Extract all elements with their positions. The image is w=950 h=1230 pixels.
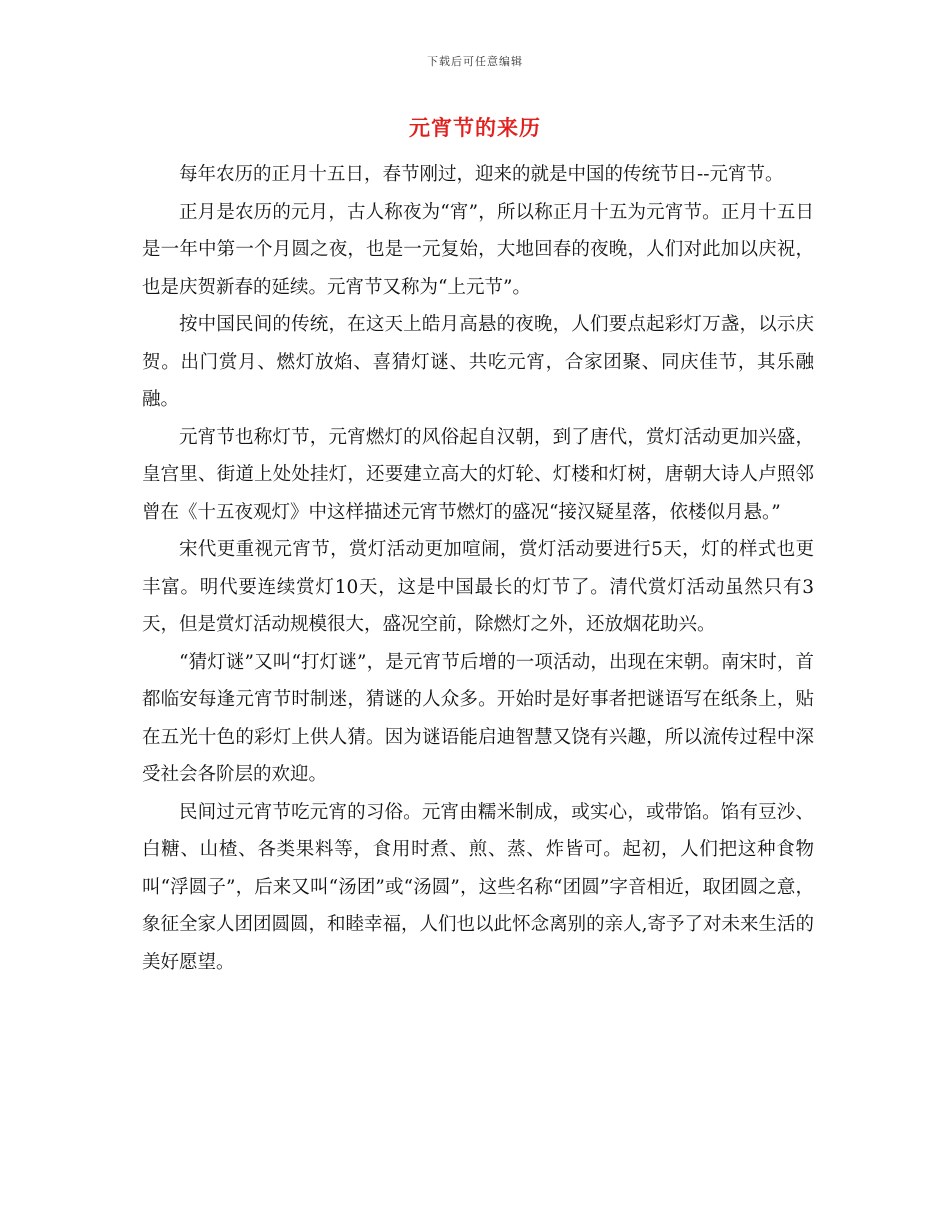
document-title: 元宵节的来历 [409,116,541,140]
paragraph-yuanxiao-food: 民间过元宵节吃元宵的习俗。元宵由糯米制成，或实心，或带馅。馅有豆沙、白糖、山楂、各类果料等，食用时煮、煎、蒸、炸皆可。起初，人们把这种食物叫“浮圆子”，后来又叫“汤团”或“汤圆”，这些名称“团圆”字音相近，取团圆之意，象征全家人团团圆圆，和睦幸福，人们也以此怀念离别的亲人,寄予了对未来生活的美好愿望。 [142,801,814,973]
paragraph-dynasties: 宋代更重视元宵节，赏灯活动更加喧闹，赏灯活动要进行5天，灯的样式也更丰富。明代要连续赏灯10天，这是中国最长的灯节了。清代赏灯活动虽然只有3天，但是赏灯活动规模很大，盛况空前，除燃灯之外，还放烟花助兴。 [142,539,814,635]
paragraph-name-origin: 正月是农历的元月，古人称夜为“宵”，所以称正月十五为元宵节。正月十五日是一年中第一个月圆之夜，也是一元复始，大地回春的夜晚，人们对此加以庆祝，也是庆贺新春的延续。元宵节又称为“上元节”。 [142,201,814,298]
page-header-note: 下载后可任意编辑 [427,55,523,68]
paragraph-lanterns-tradition: 按中国民间的传统，在这天上皓月高悬的夜晚，人们要点起彩灯万盏，以示庆贺。出门赏月、燃灯放焰、喜猜灯谜、共吃元宵，合家团聚、同庆佳节，其乐融融。 [142,314,814,410]
paragraph-lantern-riddles: “猜灯谜”又叫“打灯谜”，是元宵节后增的一项活动，出现在宋朝。南宋时，首都临安每逢元宵节时制迷，猜谜的人众多。开始时是好事者把谜语写在纸条上，贴在五光十色的彩灯上供人猜。因为谜语能启迪智慧又饶有兴趣，所以流传过程中深受社会各阶层的欢迎。 [142,651,814,785]
paragraph-lantern-festival-history: 元宵节也称灯节，元宵燃灯的风俗起自汉朝，到了唐代，赏灯活动更加兴盛，皇宫里、街道上处处挂灯，还要建立高大的灯轮、灯楼和灯树，唐朝大诗人卢照邻曾在《十五夜观灯》中这样描述元宵节燃灯的盛况“接汉疑星落，依楼似月悬。” [142,426,814,523]
document-body [142,156,814,981]
paragraph-intro: 每年农历的正月十五日，春节刚过，迎来的就是中国的传统节日--元宵节。 [179,164,784,185]
